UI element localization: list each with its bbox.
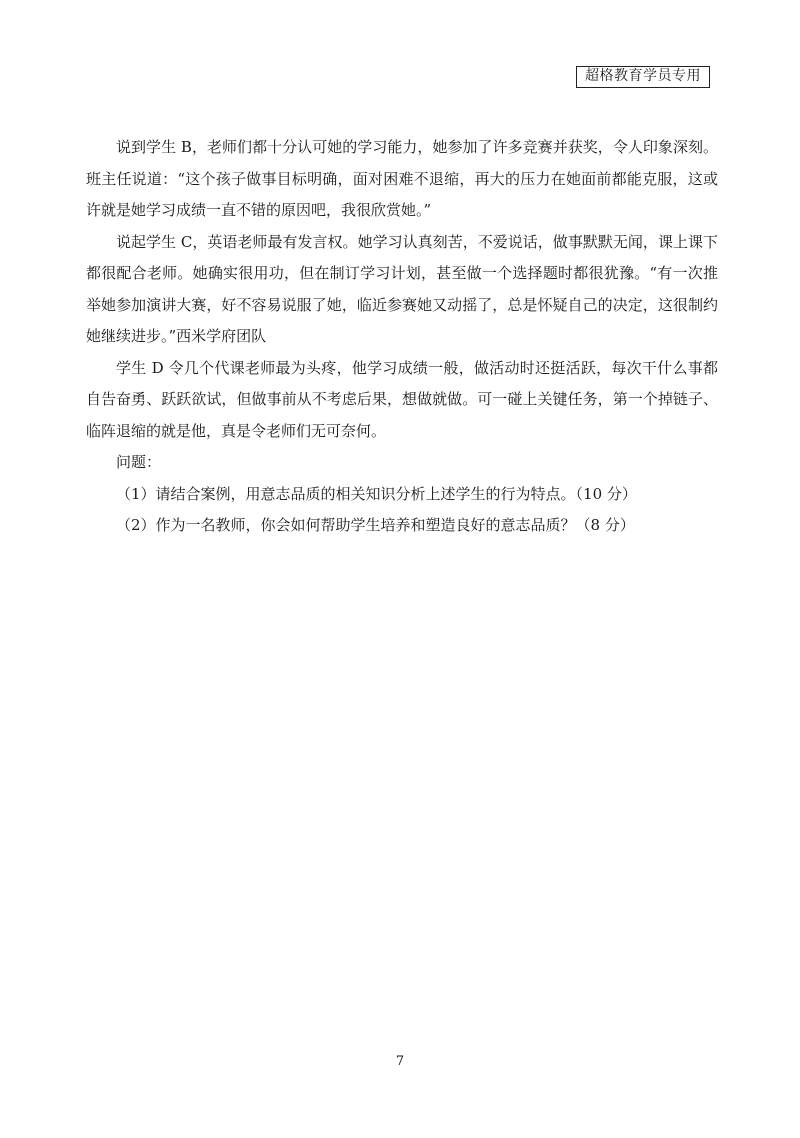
- paragraph-student-d: 学生 D 令几个代课老师最为头疼，他学习成绩一般，做活动时还挺活跃，每次干什么事都自告奋勇、跃跃欲试，但做事前从不考虑后果，想做就做。可一碰上关键任务，第一个掉链子、临阵退缩的就是他，真是令老师们无可奈何。: [86, 358, 718, 440]
- page-number: 7: [395, 1054, 405, 1069]
- question-2: （2）作为一名教师，你会如何帮助学生培养和塑造良好的意志品质？（8 分）: [116, 516, 635, 534]
- paragraph-student-b: 说到学生 B，老师们都十分认可她的学习能力，她参加了许多竞赛并获奖，令人印象深刻。班主任说道：“这个孩子做事目标明确，面对困难不退缩，再大的压力在她面前都能克服，这或许就是她学习成绩一直不错的原因吧，我很欣赏她。”: [86, 138, 718, 219]
- paragraph-student-c: 说起学生 C，英语老师最有发言权。她学习认真刻苦，不爱说话，做事默默无闻，课上课下都很配合老师。她确实很用功，但在制订学习计划，甚至做一个选择题时都很犹豫。“有一次推举她参加演讲大赛，好不容易说服了她，临近参赛她又动摇了，总是怀疑自己的决定，这很制约她继续进步。”西米学府团队: [86, 232, 718, 345]
- document-body: [86, 132, 718, 542]
- header-badge: 超格教育学员专用: [576, 66, 710, 88]
- questions-heading: 问题：: [116, 453, 162, 471]
- question-1: （1）请结合案例，用意志品质的相关知识分析上述学生的行为特点。（10 分）: [116, 484, 637, 503]
